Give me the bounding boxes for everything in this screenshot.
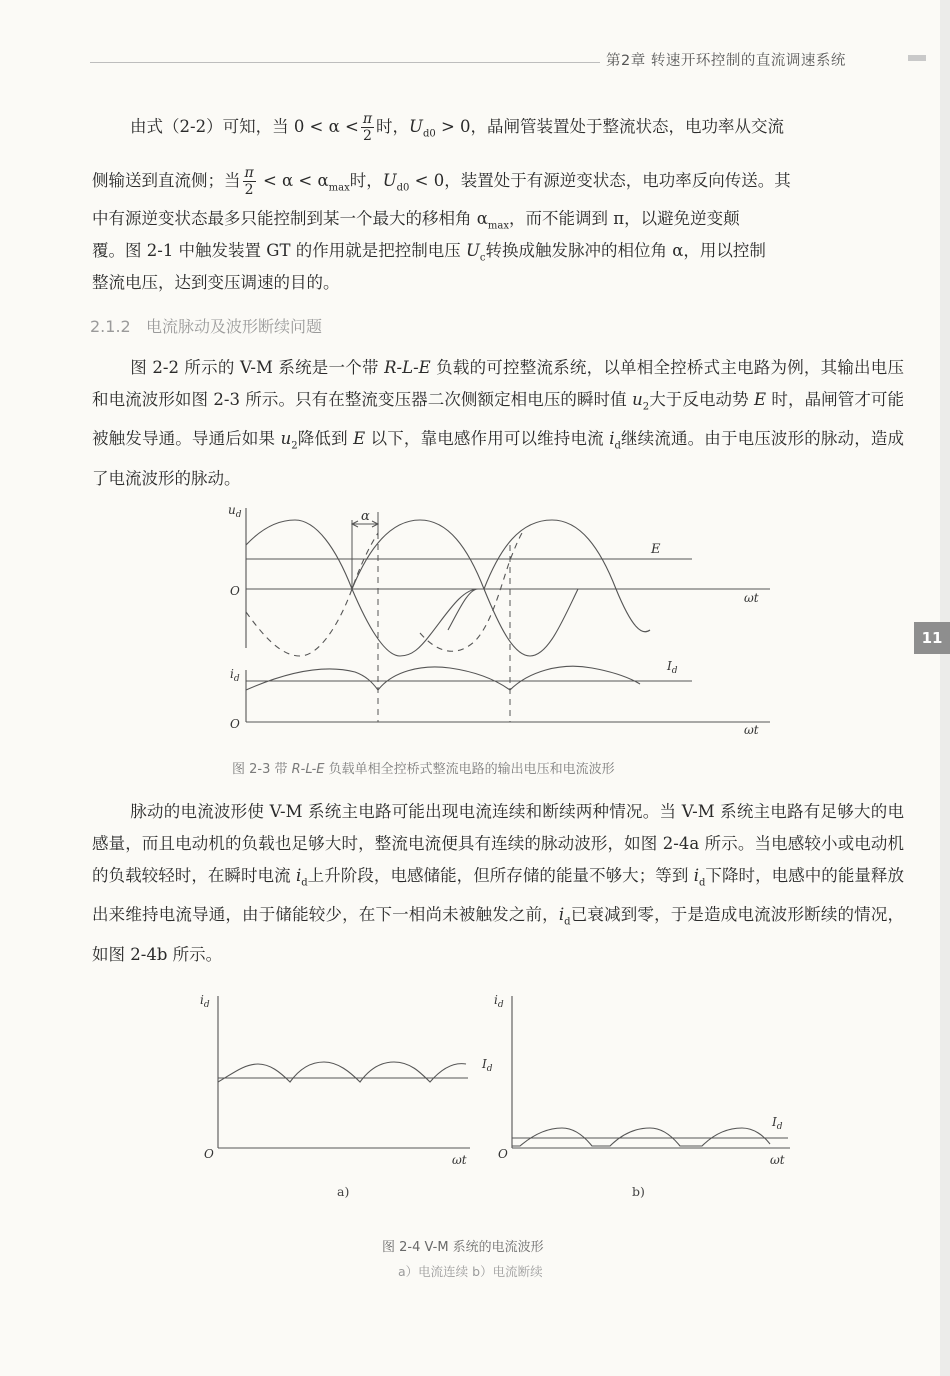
figure-2-3-caption: 图 2-3 带 R-L-E 负载单相全控桥式整流电路的输出电压和电流波形 [232,762,615,777]
fig3-origin: O [230,584,240,598]
fig3-Id-label: $I_d$ [667,659,678,676]
paragraph-3: 脉动的电流波形使 V-M 系统主电路可能出现电流连续和断续两种情况。当 V-M 系统主电路有足够大的电感量，而且电动机的负载也足够大时，整流电流便具有连续的脉动波形，如图 2-4a 所示。当电感较小或电动机的负载较轻时，在瞬时电流 $i_d$上升阶段，电感储能，但所存储的能量不够大；等到 $i_d$下降时，电感中的能量释放出来维持电流导通，由于储能较少，在下一相尚未被触发之前，$i_d$已衰减到零，于是造成电流波形断续的情况，如图 2-4b 所示。 [92,802,905,964]
fig4-sublabel-b: b) [632,1184,645,1199]
fig3-origin-2: O [230,717,240,731]
fig4a-Id-label: $I_d$ [482,1057,493,1074]
fig3-id-label: $i_d$ [230,667,240,684]
fig4-sublabel-a: a) [337,1184,350,1199]
body-line-5: 整流电压，达到变压调速的目的。 [92,273,340,292]
fig4a-id-wave [218,1062,466,1082]
fig3-ud-label: $u_d$ [228,503,242,520]
fig3-wt2-label: ωt [744,723,759,737]
fig3-E-label: E [651,542,661,557]
fig3-wt-label: ωt [744,591,759,605]
running-header: 第2章 转速开环控制的直流调速系统 [606,53,846,69]
fig4b-id-label: $i_d$ [494,993,504,1010]
fig4a-origin: O [204,1147,214,1161]
fig4b-origin: O [498,1147,508,1161]
formula-line-1: 由式（2-2）可知，当 0 < α < $\frac{\pi}{2}$ 时，$U_{d0} > 0$，晶闸管装置处于整流状态，电功率从交流 [130,111,785,144]
fig4a-id-label: $i_d$ [200,993,210,1010]
body-line-4: 覆。图 2-1 中触发装置 GT 的作用就是把控制电压 $U_c$转换成触发脉冲的相位角 α，用以控制 [92,241,766,264]
body-line-3: 中有源逆变状态最多只能控制到某一个最大的移相角 $\alpha_{max}$，而不能调到 π，以避免逆变颠 [92,209,740,232]
fig4b-id-wave [512,1128,770,1146]
figure-2-4-caption: 图 2-4 V-M 系统的电流波形 [382,1240,544,1255]
fig4a-wt-label: ωt [452,1153,467,1167]
figure-2-4-subcaption: a）电流连续 b）电流断续 [398,1264,543,1279]
formula-line-2: 侧输送到直流侧；当 $\frac{\pi}{2}$ < $\alpha < \alpha_{max}$时，$U_{d0} < 0$，装置处于有源逆变状态，电功率反向传送。其 [92,165,791,198]
fig3-alpha-label: α [361,509,370,524]
page-number-tab: 11 [914,622,950,654]
paragraph-2: 图 2-2 所示的 V-M 系统是一个带 R-L-E 负载的可控整流系统，以单相全控桥式主电路为例，其输出电压和电流波形如图 2-3 所示。只有在整流变压器二次侧额定相电压的瞬时值 $u_2$大于反电动势 E 时，晶闸管才可能被触发导通。导通后如果 $u_2$降低到 E 以下，靠电感作用可以维持电流 $i_d$继续流通。由于电压波形的脉动，造成了电流波形的脉动。 [92,358,905,488]
fig4b-Id-label: $I_d$ [772,1115,783,1132]
section-heading: 2.1.2 电流脉动及波形断续问题 [90,317,322,336]
fig4b-wt-label: ωt [770,1153,785,1167]
